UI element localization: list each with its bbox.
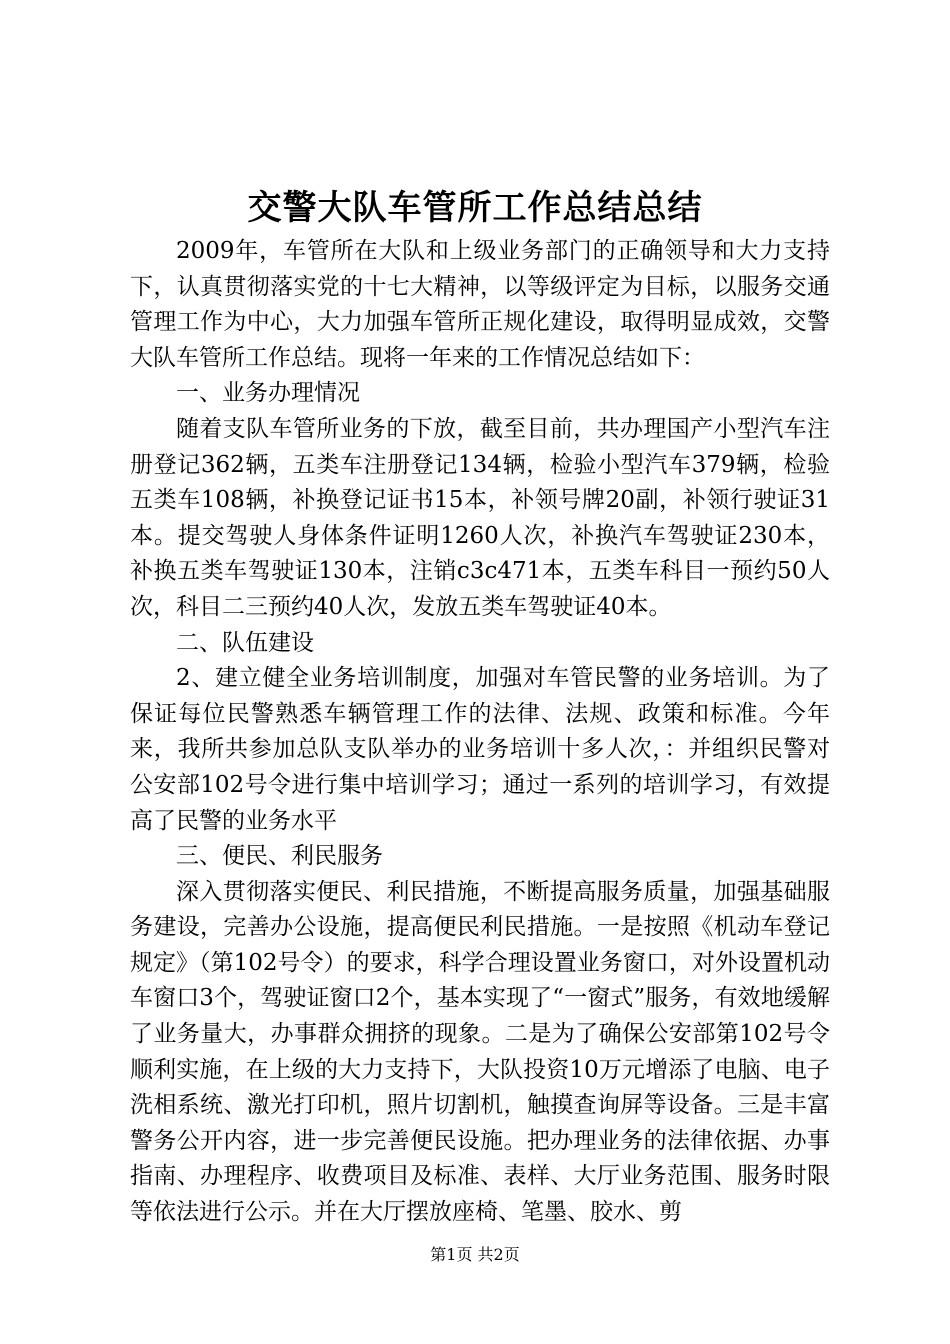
- business-paragraph: 随着支队车管所业务的下放，截至目前，共办理国产小型汽车注册登记362辆，五类车注册登记134辆，检验小型汽车379辆，检验五类车108辆，补换登记证书15本，补领号牌20副，补领行驶证31本。提交驾驶人身体条件证明1260人次，补换汽车驾驶证230本，补换五类车驾驶证130本，注销c3c471本，五类车科目一预约50人次，科目二三预约40人次，发放五类车驾驶证40本。: [130, 415, 830, 620]
- page-number-footer: 第1页 共2页: [430, 1245, 520, 1264]
- intro-paragraph: 2009年，车管所在大队和上级业务部门的正确领导和大力支持下，认真贯彻落实党的十七大精神，以等级评定为目标，以服务交通管理工作为中心，大力加强车管所正规化建设，取得明显成效，交警大队车管所工作总结。现将一年来的工作情况总结如下：: [130, 238, 830, 371]
- section-heading-service: 三、便民、利民服务: [176, 843, 383, 870]
- team-paragraph: 2、建立健全业务培训制度，加强对车管民警的业务培训。为了保证每位民警熟悉车辆管理工作的法律、法规、政策和标准。今年来，我所共参加总队支队举办的业务培训十多人次，：并组织民警对公安部102号令进行集中培训学习；通过一系列的培训学习，有效提高了民警的业务水平: [130, 665, 830, 834]
- service-paragraph: 深入贯彻落实便民、利民措施，不断提高服务质量，加强基础服务建设，完善办公设施，提高便民利民措施。一是按照《机动车登记规定》（第102号令）的要求，科学合理设置业务窗口，对外设置机动车窗口3个，驾驶证窗口2个，基本实现了“一窗式”服务，有效地缓解了业务量大，办事群众拥挤的现象。二是为了确保公安部第102号令顺利实施，在上级的大力支持下，大队投资10万元增添了电脑、电子洗相系统、激光打印机，照片切割机，触摸查询屏等设备。三是丰富警务公开内容，进一步完善便民设施。把办理业务的法律依据、办事指南、办理程序、收费项目及标准、表样、大厅业务范围、服务时限等依法进行公示。并在大厅摆放座椅、笔墨、胶水、剪: [130, 878, 830, 1226]
- section-heading-team: 二、队伍建设: [176, 629, 314, 656]
- document-body: [130, 234, 830, 1231]
- section-heading-business: 一、业务办理情况: [176, 380, 360, 407]
- document-title: 交警大队车管所工作总结总结: [247, 188, 703, 228]
